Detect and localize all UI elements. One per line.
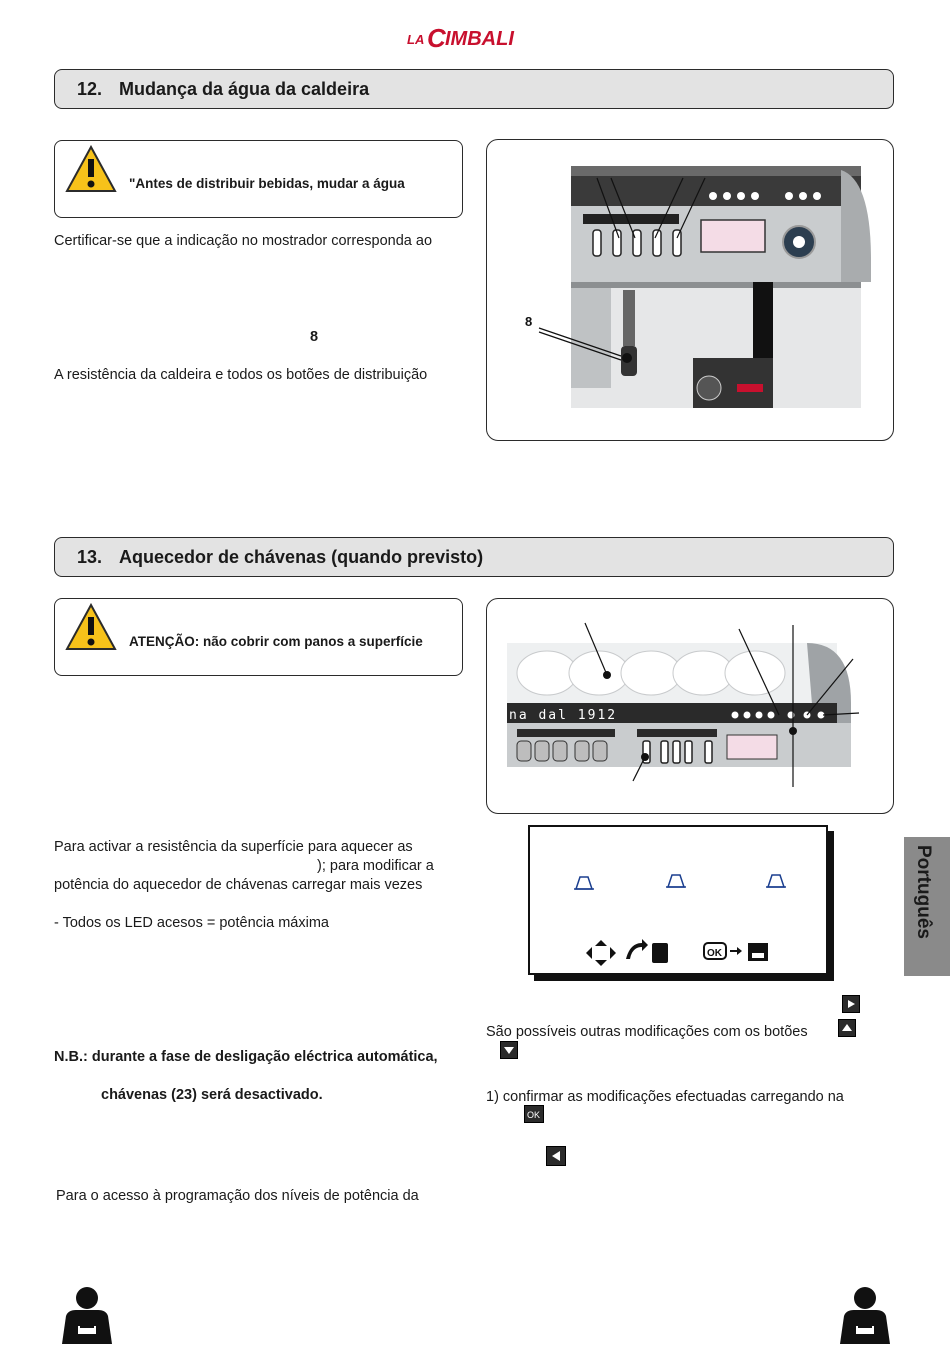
svg-text:C: C [427, 23, 446, 52]
svg-text:IMBALI: IMBALI [445, 28, 514, 50]
language-tab-label: Português [913, 845, 934, 939]
display-icons [530, 827, 826, 973]
section-title: Mudança da água da caldeira [119, 79, 370, 99]
svg-text:OK: OK [707, 948, 722, 959]
section-13-header [54, 537, 894, 577]
paragraph: A resistência da caldeira e todos os botões de distribuição [54, 367, 428, 383]
figure-machine-text: na dal 1912 [509, 708, 618, 723]
paragraph: potência do aquecedor de chávenas carregar mais vezes [54, 877, 423, 893]
display-screen [528, 825, 828, 975]
reference-number: 8 [310, 329, 319, 345]
warning-icon [65, 145, 117, 193]
warning-text: "Antes de distribuir bebidas, mudar a água [129, 176, 405, 191]
warning-icon [65, 603, 117, 651]
cup-warmer-figure [486, 598, 894, 814]
warning-box [54, 140, 463, 218]
paragraph: Para activar a resistência da superfície para aquecer as [54, 839, 413, 855]
section-12-header [54, 69, 894, 109]
note: N.B.: durante a fase de desligação eléctrica automática, [54, 1049, 438, 1065]
section-number: 13. [77, 547, 103, 567]
paragraph: - Todos os LED acesos = potência máxima [54, 915, 329, 931]
right-arrow-key-icon [842, 995, 860, 1013]
left-arrow-key-icon [546, 1146, 566, 1166]
paragraph: ); para modificar a [317, 858, 434, 874]
machine-figure [486, 139, 894, 441]
note: chávenas (23) será desactivado. [101, 1087, 323, 1103]
ok-key-icon [524, 1105, 544, 1123]
paragraph: Certificar-se que a indicação no mostrador corresponda ao [54, 233, 433, 249]
cup-warmer-illustration [487, 599, 894, 814]
figure-label: 8 [525, 314, 533, 329]
ok-key-label: OK [527, 1110, 541, 1120]
up-arrow-key-icon [838, 1019, 856, 1037]
cimbali-logo [405, 22, 545, 52]
svg-text:LA: LA [407, 32, 425, 47]
down-arrow-key-icon [500, 1041, 518, 1059]
barista-icon [56, 1286, 118, 1344]
paragraph: São possíveis outras modificações com os botões [486, 1024, 808, 1040]
paragraph: 1) confirmar as modificações efectuadas carregando na [486, 1089, 844, 1105]
machine-illustration [487, 140, 894, 441]
section-number: 12. [77, 79, 103, 99]
barista-icon [834, 1286, 896, 1344]
warning-text: ATENÇÃO: não cobrir com panos a superfície [129, 634, 423, 649]
paragraph: Para o acesso à programação dos níveis de potência da [56, 1188, 419, 1204]
language-tab [904, 837, 950, 976]
warning-box [54, 598, 463, 676]
section-title: Aquecedor de chávenas (quando previsto) [119, 547, 484, 567]
